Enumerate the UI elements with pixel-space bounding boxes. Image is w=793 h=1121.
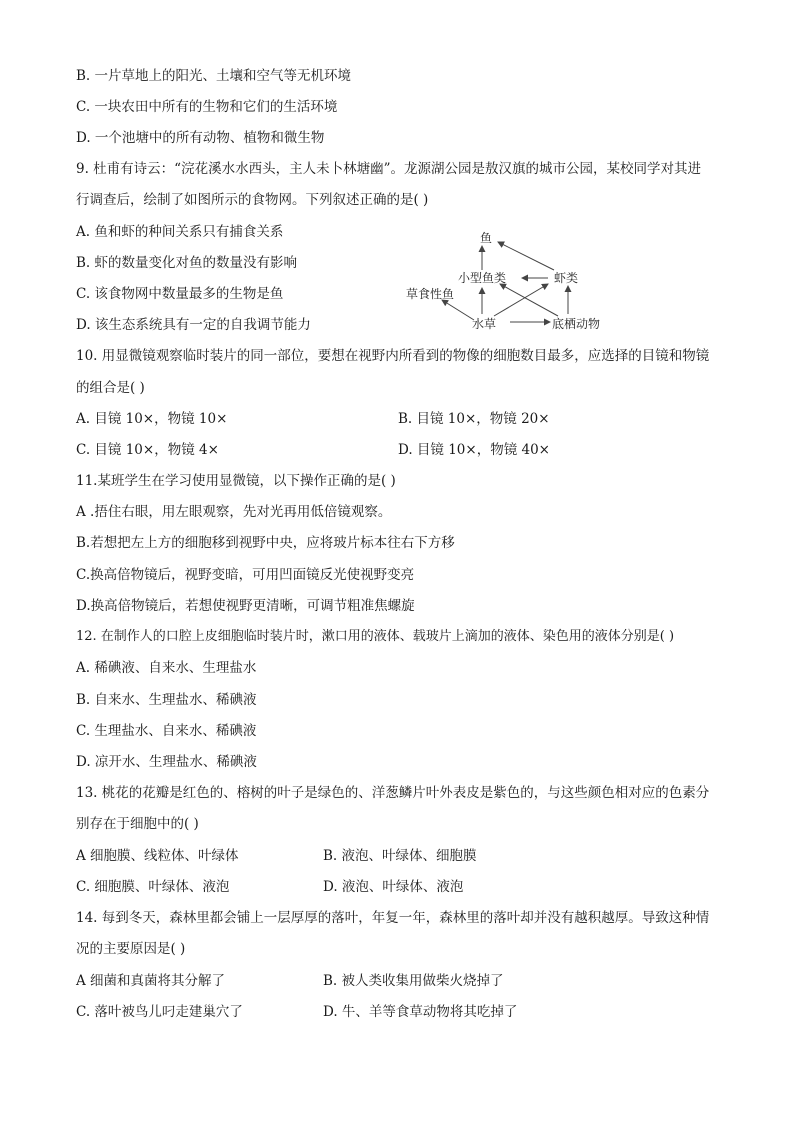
arrow-shrimp-to-fish (498, 242, 554, 270)
q9-stem-line2: 行调查后，绘制了如图所示的食物网。下列叙述正确的是( ) (76, 192, 429, 208)
q13-option-a: A 细胞膜、线粒体、叶绿体 (76, 848, 239, 864)
q8-option-d: D. 一个池塘中的所有动物、植物和微生物 (76, 130, 325, 146)
q13-option-b: B. 液泡、叶绿体、细胞膜 (323, 848, 477, 864)
q11-option-b: B.若想把左上方的细胞移到视野中央，应将玻片标本往右下方移 (76, 535, 455, 551)
q11-option-a: A .捂住右眼，用左眼观察，先对光再用低倍镜观察。 (76, 504, 392, 520)
q10-option-d: D. 目镜 10×，物镜 40× (398, 442, 550, 458)
q10-stem-line1: 10. 用显微镜观察临时装片的同一部位，要想在视野内所看到的物像的细胞数目最多，应选择的目镜和物镜 (76, 348, 710, 364)
q14-option-c: C. 落叶被鸟儿叼走建巢穴了 (76, 1004, 243, 1020)
node-herbivore-fish: 草食性鱼 (406, 287, 455, 301)
q13-option-c: C. 细胞膜、叶绿体、液泡 (76, 879, 230, 895)
q12-option-c: C. 生理盐水、自来水、稀碘液 (76, 723, 257, 739)
q12-option-a: A. 稀碘液、自来水、生理盐水 (76, 660, 257, 676)
q11-stem: 11.某班学生在学习使用显微镜，以下操作正确的是( ) (76, 473, 396, 489)
q14-stem-line2: 况的主要原因是( ) (76, 941, 186, 957)
node-fish: 鱼 (480, 231, 493, 245)
q12-option-d: D. 凉开水、生理盐水、稀碘液 (76, 754, 257, 770)
q14-option-b: B. 被人类收集用做柴火烧掉了 (323, 973, 504, 989)
q9-option-d: D. 该生态系统具有一定的自我调节能力 (76, 317, 311, 333)
arrow-grass-to-herbivore (442, 300, 474, 320)
q10-stem-line2: 的组合是( ) (76, 380, 145, 396)
q10-option-c: C. 目镜 10×，物镜 4× (76, 442, 219, 458)
q10-option-a: A. 目镜 10×，物镜 10× (76, 411, 228, 427)
q12-stem: 12. 在制作人的口腔上皮细胞临时装片时，漱口用的液体、载玻片上滴加的液体、染色用的液体分别是( ) (76, 629, 675, 644)
q13-option-d: D. 液泡、叶绿体、液泡 (323, 879, 464, 895)
q14-option-d: D. 牛、羊等食草动物将其吃掉了 (323, 1004, 518, 1020)
q14-stem-line1: 14. 每到冬天，森林里都会铺上一层厚厚的落叶，年复一年，森林里的落叶却并没有越积越厚。导致这种情 (76, 910, 710, 926)
arrow-benthic-to-smallfish (500, 284, 558, 316)
food-web-diagram (398, 222, 618, 334)
q13-stem-line1: 13. 桃花的花瓣是红色的、榕树的叶子是绿色的、洋葱鳞片叶外表皮是紫色的，与这些颜色相对应的色素分 (76, 785, 710, 801)
q9-option-c: C. 该食物网中数量最多的生物是鱼 (76, 286, 284, 302)
q10-option-b: B. 目镜 10×，物镜 20× (398, 411, 550, 427)
q11-option-c: C.换高倍物镜后，视野变暗，可用凹面镜反光使视野变亮 (76, 567, 415, 583)
node-small-fish: 小型鱼类 (458, 271, 507, 285)
q9-option-b: B. 虾的数量变化对鱼的数量没有影响 (76, 255, 298, 271)
q14-option-a: A 细菌和真菌将其分解了 (76, 973, 226, 989)
q13-stem-line2: 别存在于细胞中的( ) (76, 816, 199, 832)
node-water-grass: 水草 (472, 317, 497, 331)
q11-option-d: D.换高倍物镜后，若想使视野更清晰，可调节粗准焦螺旋 (76, 598, 415, 614)
node-shrimp: 虾类 (554, 271, 579, 285)
q9-option-a: A. 鱼和虾的种间关系只有捕食关系 (76, 224, 284, 240)
q8-option-b: B. 一片草地上的阳光、土壤和空气等无机环境 (76, 68, 352, 84)
arrow-grass-to-shrimp (494, 284, 548, 316)
q12-option-b: B. 自来水、生理盐水、稀碘液 (76, 692, 257, 708)
q9-stem-line1: 9. 杜甫有诗云：“浣花溪水水西头，主人未卜林塘幽”。龙源湖公园是敖汉旗的城市公园，某校同学对其进 (76, 161, 701, 177)
q8-option-c: C. 一块农田中所有的生物和它们的生活环境 (76, 99, 338, 115)
node-benthic: 底栖动物 (552, 317, 601, 331)
